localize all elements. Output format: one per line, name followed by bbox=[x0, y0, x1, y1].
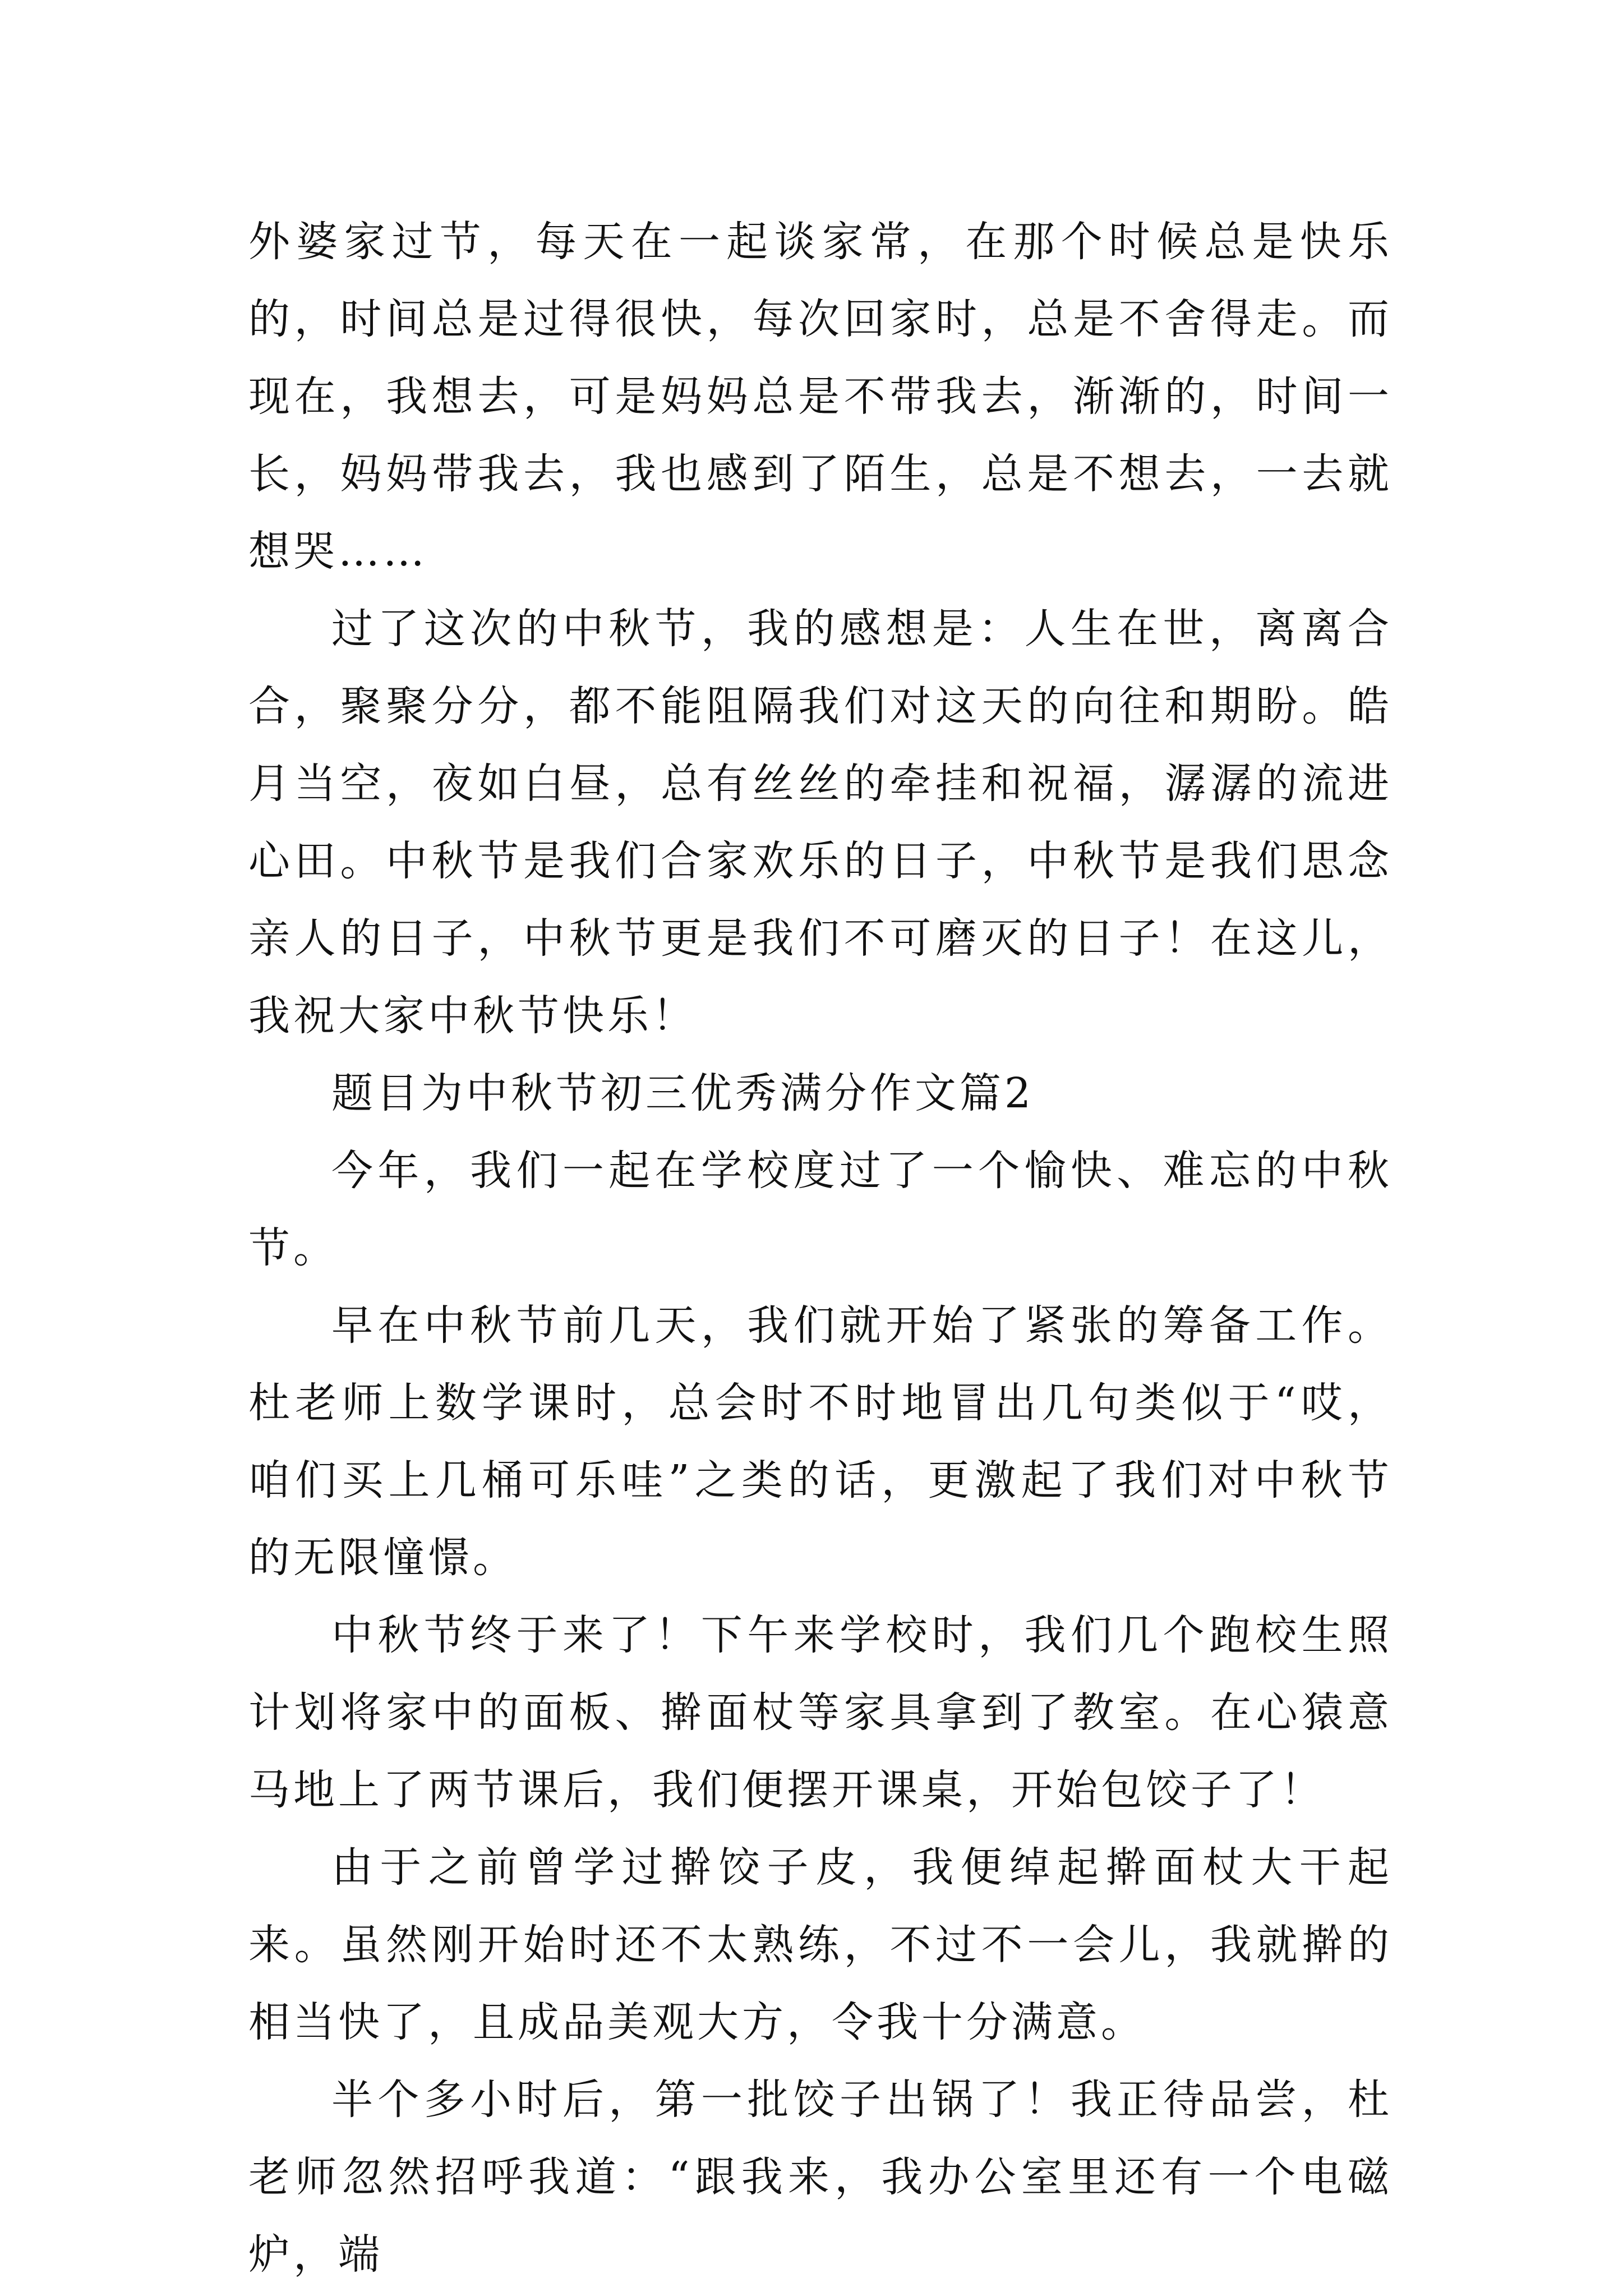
paragraph: 过了这次的中秋节，我的感想是：人生在世，离离合合，聚聚分分，都不能阻隔我们对这天的向往和期盼。皓月当空，夜如白昼，总有丝丝的牵挂和祝福，潺潺的流进心田。中秋节是我们合家欢乐的日子，中秋节是我们思念亲人的日子，中秋节更是我们不可磨灭的日子！在这儿，我祝大家中秋节快乐！ bbox=[248, 605, 1393, 1040]
paragraph: 今年，我们一起在学校度过了一个愉快、难忘的中秋节。 bbox=[248, 1147, 1393, 1272]
article-body bbox=[248, 203, 1393, 2293]
section-heading: 题目为中秋节初三优秀满分作文篇2 bbox=[331, 1069, 1035, 1117]
paragraph: 半个多小时后，第一批饺子出锅了！我正待品尝，杜老师忽然招呼我道：“跟我来，我办公室里还有一个电磁炉，端 bbox=[248, 2076, 1393, 2279]
paragraph-continuation: 外婆家过节，每天在一起谈家常，在那个时候总是快乐的，时间总是过得很快，每次回家时，总是不舍得走。而现在，我想去，可是妈妈总是不带我去，渐渐的，时间一长，妈妈带我去，我也感到了陌生，总是不想去，一去就想哭…… bbox=[248, 218, 1393, 576]
paragraph: 中秋节终于来了！下午来学校时，我们几个跑校生照计划将家中的面板、擀面杖等家具拿到了教室。在心猿意马地上了两节课后，我们便摆开课桌，开始包饺子了！ bbox=[248, 1611, 1393, 1814]
paragraph: 早在中秋节前几天，我们就开始了紧张的筹备工作。杜老师上数学课时，总会时不时地冒出几句类似于“哎，咱们买上几桶可乐哇”之类的话，更激起了我们对中秋节的无限憧憬。 bbox=[248, 1301, 1393, 1582]
paragraph: 由于之前曾学过擀饺子皮，我便绰起擀面杖大干起来。虽然刚开始时还不太熟练，不过不一会儿，我就擀的相当快了，且成品美观大方，令我十分满意。 bbox=[248, 1843, 1393, 2046]
